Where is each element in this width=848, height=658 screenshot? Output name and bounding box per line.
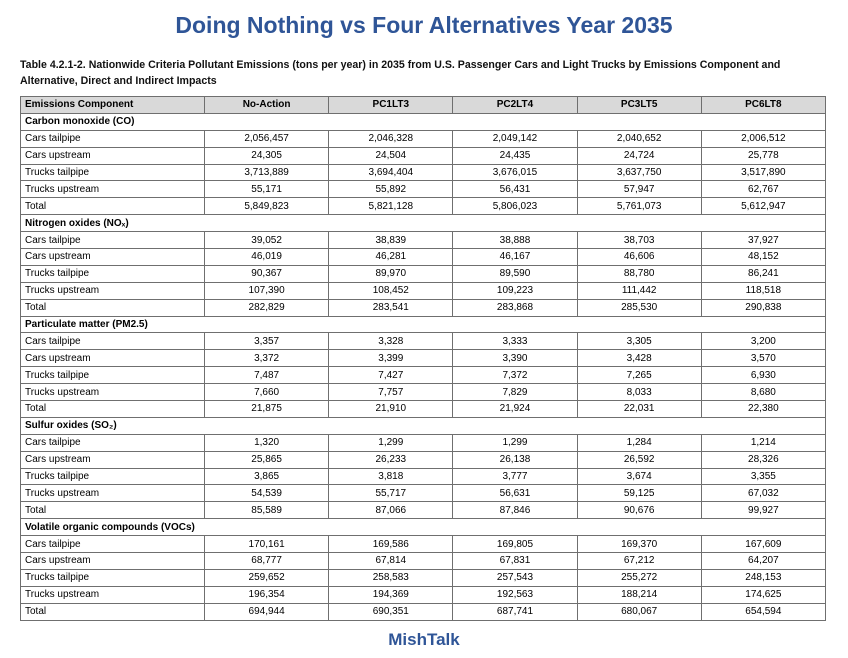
- table-cell-value: 282,829: [205, 299, 329, 316]
- table-cell-value: 7,829: [453, 384, 577, 401]
- table-cell-value: 3,713,889: [205, 164, 329, 181]
- table-cell-value: 37,927: [701, 232, 825, 249]
- table-cell-value: 87,846: [453, 502, 577, 519]
- table-cell-value: 687,741: [453, 603, 577, 620]
- table-row: [21, 299, 826, 316]
- table-cell-value: 48,152: [701, 249, 825, 266]
- table-cell-value: 285,530: [577, 299, 701, 316]
- table-row: [21, 232, 826, 249]
- table-cell-value: 38,839: [329, 232, 453, 249]
- section-header-row: [21, 519, 826, 536]
- table-row: [21, 350, 826, 367]
- table-cell-value: 25,865: [205, 451, 329, 468]
- table-cell-value: 196,354: [205, 586, 329, 603]
- row-label: Cars upstream: [21, 350, 205, 367]
- table-cell-value: 67,814: [329, 553, 453, 570]
- table-body: [21, 113, 826, 620]
- table-cell-value: 1,214: [701, 434, 825, 451]
- table-cell-value: 55,717: [329, 485, 453, 502]
- table-cell-value: 3,676,015: [453, 164, 577, 181]
- table-cell-value: 3,399: [329, 350, 453, 367]
- row-label: Cars tailpipe: [21, 536, 205, 553]
- column-header-pc3lt5: PC3LT5: [577, 97, 701, 114]
- table-cell-value: 109,223: [453, 282, 577, 299]
- section-title: Carbon monoxide (CO): [21, 113, 826, 130]
- row-label: Trucks tailpipe: [21, 367, 205, 384]
- row-label: Trucks tailpipe: [21, 569, 205, 586]
- row-label: Trucks upstream: [21, 181, 205, 198]
- table-cell-value: 85,589: [205, 502, 329, 519]
- table-row: [21, 502, 826, 519]
- table-row: [21, 384, 826, 401]
- table-cell-value: 62,767: [701, 181, 825, 198]
- row-label: Cars tailpipe: [21, 232, 205, 249]
- table-cell-value: 2,040,652: [577, 130, 701, 147]
- table-cell-value: 22,031: [577, 401, 701, 418]
- table-row: [21, 333, 826, 350]
- table-cell-value: 56,631: [453, 485, 577, 502]
- table-cell-value: 24,724: [577, 147, 701, 164]
- table-cell-value: 86,241: [701, 265, 825, 282]
- table-cell-value: 24,435: [453, 147, 577, 164]
- table-cell-value: 1,284: [577, 434, 701, 451]
- table-cell-value: 3,674: [577, 468, 701, 485]
- table-cell-value: 38,703: [577, 232, 701, 249]
- table-cell-value: 3,818: [329, 468, 453, 485]
- row-label: Trucks upstream: [21, 282, 205, 299]
- table-cell-value: 89,970: [329, 265, 453, 282]
- table-cell-value: 259,652: [205, 569, 329, 586]
- table-cell-value: 283,868: [453, 299, 577, 316]
- table-cell-value: 57,947: [577, 181, 701, 198]
- row-label: Trucks upstream: [21, 384, 205, 401]
- table-cell-value: 55,171: [205, 181, 329, 198]
- table-cell-value: 90,367: [205, 265, 329, 282]
- table-row: [21, 147, 826, 164]
- row-label: Total: [21, 502, 205, 519]
- row-label: Total: [21, 198, 205, 215]
- section-title: Particulate matter (PM2.5): [21, 316, 826, 333]
- table-row: [21, 536, 826, 553]
- row-label: Trucks tailpipe: [21, 164, 205, 181]
- table-cell-value: 258,583: [329, 569, 453, 586]
- table-cell-value: 87,066: [329, 502, 453, 519]
- table-cell-value: 2,006,512: [701, 130, 825, 147]
- table-cell-value: 1,320: [205, 434, 329, 451]
- row-label: Trucks upstream: [21, 586, 205, 603]
- table-row: [21, 198, 826, 215]
- column-header-component: Emissions Component: [21, 97, 205, 114]
- section-header-row: [21, 113, 826, 130]
- table-cell-value: 56,431: [453, 181, 577, 198]
- table-cell-value: 59,125: [577, 485, 701, 502]
- table-row: [21, 249, 826, 266]
- table-cell-value: 6,930: [701, 367, 825, 384]
- table-row: [21, 569, 826, 586]
- table-cell-value: 290,838: [701, 299, 825, 316]
- table-cell-value: 694,944: [205, 603, 329, 620]
- column-header-pc6lt8: PC6LT8: [701, 97, 825, 114]
- table-cell-value: 38,888: [453, 232, 577, 249]
- table-cell-value: 5,821,128: [329, 198, 453, 215]
- table-cell-value: 26,233: [329, 451, 453, 468]
- table-row: [21, 485, 826, 502]
- table-cell-value: 3,390: [453, 350, 577, 367]
- table-cell-value: 111,442: [577, 282, 701, 299]
- table-row: [21, 164, 826, 181]
- section-header-row: [21, 215, 826, 232]
- table-cell-value: 64,207: [701, 553, 825, 570]
- table-cell-value: 67,831: [453, 553, 577, 570]
- table-cell-value: 192,563: [453, 586, 577, 603]
- table-row: [21, 468, 826, 485]
- table-cell-value: 1,299: [329, 434, 453, 451]
- table-cell-value: 54,539: [205, 485, 329, 502]
- section-title: Nitrogen oxides (NOₓ): [21, 215, 826, 232]
- table-cell-value: 88,780: [577, 265, 701, 282]
- table-cell-value: 89,590: [453, 265, 577, 282]
- section-title: Sulfur oxides (SO₂): [21, 417, 826, 434]
- table-cell-value: 283,541: [329, 299, 453, 316]
- table-cell-value: 3,637,750: [577, 164, 701, 181]
- section-title: Volatile organic compounds (VOCs): [21, 519, 826, 536]
- table-cell-value: 67,032: [701, 485, 825, 502]
- row-label: Total: [21, 401, 205, 418]
- table-cell-value: 55,892: [329, 181, 453, 198]
- table-cell-value: 3,355: [701, 468, 825, 485]
- emissions-table: [20, 96, 826, 621]
- table-cell-value: 3,428: [577, 350, 701, 367]
- table-row: [21, 603, 826, 620]
- table-cell-value: 3,200: [701, 333, 825, 350]
- table-cell-value: 5,806,023: [453, 198, 577, 215]
- row-label: Cars upstream: [21, 451, 205, 468]
- table-cell-value: 3,777: [453, 468, 577, 485]
- table-row: [21, 282, 826, 299]
- table-cell-value: 680,067: [577, 603, 701, 620]
- table-cell-value: 8,680: [701, 384, 825, 401]
- row-label: Cars tailpipe: [21, 130, 205, 147]
- table-cell-value: 2,046,328: [329, 130, 453, 147]
- row-label: Trucks tailpipe: [21, 468, 205, 485]
- table-cell-value: 2,056,457: [205, 130, 329, 147]
- table-row: [21, 451, 826, 468]
- table-header-row: [21, 97, 826, 114]
- table-cell-value: 7,372: [453, 367, 577, 384]
- table-cell-value: 7,427: [329, 367, 453, 384]
- table-cell-value: 67,212: [577, 553, 701, 570]
- row-label: Cars tailpipe: [21, 434, 205, 451]
- table-cell-value: 24,504: [329, 147, 453, 164]
- section-header-row: [21, 316, 826, 333]
- table-cell-value: 108,452: [329, 282, 453, 299]
- footer-brand: MishTalk: [388, 630, 460, 649]
- table-cell-value: 255,272: [577, 569, 701, 586]
- table-cell-value: 26,138: [453, 451, 577, 468]
- table-cell-value: 169,586: [329, 536, 453, 553]
- table-cell-value: 654,594: [701, 603, 825, 620]
- table-caption: Table 4.2.1-2. Nationwide Criteria Pollutant Emissions (tons per year) in 2035 from U.S. Passenger Cars and Light Trucks by Emissions Component and Alternative, Direct and Indirect Impacts: [20, 59, 781, 87]
- table-row: [21, 367, 826, 384]
- table-row: [21, 553, 826, 570]
- table-cell-value: 3,517,890: [701, 164, 825, 181]
- table-cell-value: 257,543: [453, 569, 577, 586]
- table-cell-value: 68,777: [205, 553, 329, 570]
- column-header-pc1lt3: PC1LT3: [329, 97, 453, 114]
- table-row: [21, 265, 826, 282]
- table-cell-value: 26,592: [577, 451, 701, 468]
- table-cell-value: 107,390: [205, 282, 329, 299]
- table-cell-value: 7,487: [205, 367, 329, 384]
- table-row: [21, 130, 826, 147]
- table-cell-value: 3,865: [205, 468, 329, 485]
- table-cell-value: 5,612,947: [701, 198, 825, 215]
- table-cell-value: 99,927: [701, 502, 825, 519]
- table-cell-value: 46,281: [329, 249, 453, 266]
- table-cell-value: 28,326: [701, 451, 825, 468]
- table-cell-value: 3,333: [453, 333, 577, 350]
- table-cell-value: 90,676: [577, 502, 701, 519]
- table-cell-value: 170,161: [205, 536, 329, 553]
- table-cell-value: 21,875: [205, 401, 329, 418]
- table-cell-value: 24,305: [205, 147, 329, 164]
- table-cell-value: 21,924: [453, 401, 577, 418]
- table-cell-value: 5,849,823: [205, 198, 329, 215]
- table-cell-value: 118,518: [701, 282, 825, 299]
- table-cell-value: 3,570: [701, 350, 825, 367]
- table-cell-value: 3,357: [205, 333, 329, 350]
- table-cell-value: 7,660: [205, 384, 329, 401]
- row-label: Trucks upstream: [21, 485, 205, 502]
- row-label: Cars upstream: [21, 147, 205, 164]
- table-cell-value: 169,805: [453, 536, 577, 553]
- table-cell-value: 194,369: [329, 586, 453, 603]
- row-label: Cars upstream: [21, 553, 205, 570]
- table-cell-value: 46,606: [577, 249, 701, 266]
- column-header-pc2lt4: PC2LT4: [453, 97, 577, 114]
- table-cell-value: 1,299: [453, 434, 577, 451]
- table-cell-value: 5,761,073: [577, 198, 701, 215]
- row-label: Total: [21, 299, 205, 316]
- table-cell-value: 690,351: [329, 603, 453, 620]
- table-cell-value: 167,609: [701, 536, 825, 553]
- table-cell-value: 46,167: [453, 249, 577, 266]
- table-cell-value: 248,153: [701, 569, 825, 586]
- table-cell-value: 7,757: [329, 384, 453, 401]
- table-row: [21, 181, 826, 198]
- table-cell-value: 3,305: [577, 333, 701, 350]
- row-label: Trucks tailpipe: [21, 265, 205, 282]
- table-cell-value: 3,328: [329, 333, 453, 350]
- table-cell-value: 8,033: [577, 384, 701, 401]
- row-label: Cars upstream: [21, 249, 205, 266]
- table-cell-value: 7,265: [577, 367, 701, 384]
- table-cell-value: 39,052: [205, 232, 329, 249]
- table-row: [21, 586, 826, 603]
- table-cell-value: 3,694,404: [329, 164, 453, 181]
- column-header-no-action: No-Action: [205, 97, 329, 114]
- table-cell-value: 46,019: [205, 249, 329, 266]
- emissions-table-container: [20, 96, 825, 621]
- page-title: Doing Nothing vs Four Alternatives Year 2035: [175, 12, 673, 38]
- table-cell-value: 174,625: [701, 586, 825, 603]
- table-cell-value: 188,214: [577, 586, 701, 603]
- table-cell-value: 22,380: [701, 401, 825, 418]
- table-cell-value: 169,370: [577, 536, 701, 553]
- table-cell-value: 25,778: [701, 147, 825, 164]
- table-cell-value: 3,372: [205, 350, 329, 367]
- row-label: Total: [21, 603, 205, 620]
- table-row: [21, 434, 826, 451]
- table-cell-value: 2,049,142: [453, 130, 577, 147]
- table-cell-value: 21,910: [329, 401, 453, 418]
- section-header-row: [21, 417, 826, 434]
- table-row: [21, 401, 826, 418]
- row-label: Cars tailpipe: [21, 333, 205, 350]
